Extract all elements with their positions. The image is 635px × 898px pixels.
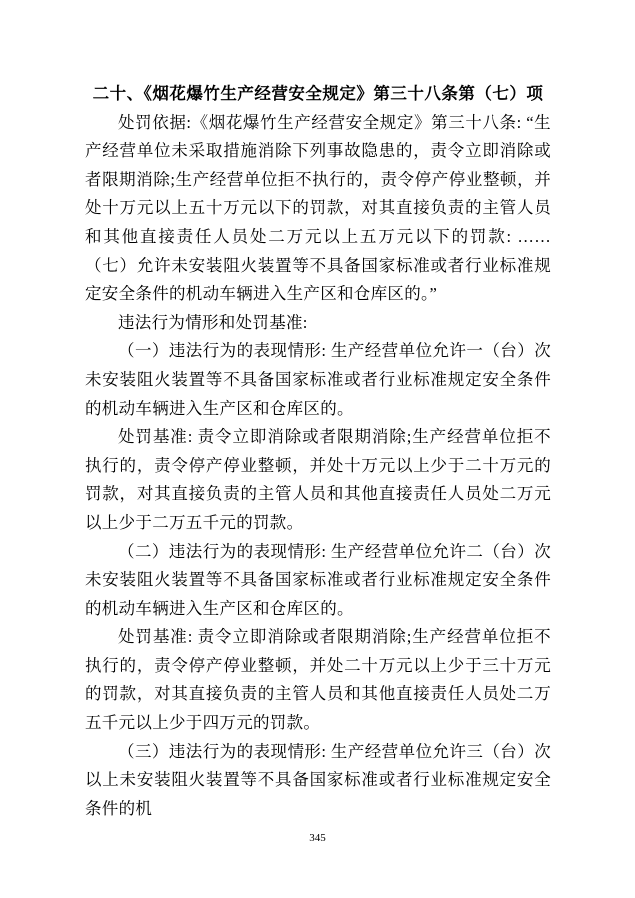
page-number: 345 [309,832,326,844]
paragraph: 处罚依据:《烟花爆竹生产经营安全规定》第三十八条: “生产经营单位未采取措施消除下列事故隐患的，责令立即消除或者限期消除;生产经营单位拒不执行的，责令停产停业整顿，并处十万元以上五十万元以下的罚款，对其直接负责的主管人员和其他直接责任人员处二万元以上五万元以下的罚款: ……（七）允许未安装阻火装置等不具备国家标准或者行业标准规定安全条件的机动车辆进入生产区和仓库区的。” [85,112,551,304]
paragraph: （二）违法行为的表现情形: 生产经营单位允许二（台）次未安装阻火装置等不具备国家标准或者行业标准规定安全条件的机动车辆进入生产区和仓库区的。 [85,541,551,618]
paragraph: （一）违法行为的表现情形: 生产经营单位允许一（台）次未安装阻火装置等不具备国家标准或者行业标准规定安全条件的机动车辆进入生产区和仓库区的。 [85,341,551,418]
document-title: 二十、《烟花爆竹生产经营安全规定》第三十八条第（七）项 [92,84,544,103]
document-content [85,80,551,823]
paragraph: （三）违法行为的表现情形: 生产经营单位允许三（台）次以上未安装阻火装置等不具备国家标准或者行业标准规定安全条件的机 [85,741,551,818]
paragraph: 违法行为情形和处罚基准: [118,312,308,332]
paragraph: 处罚基准: 责令立即消除或者限期消除;生产经营单位拒不执行的，责令停产停业整顿，并处十万元以上少于二十万元的罚款，对其直接负责的主管人员和其他直接责任人员处二万元以上少于二万五千元的罚款。 [85,427,551,532]
document-body [85,109,551,824]
paragraph: 处罚基准: 责令立即消除或者限期消除;生产经营单位拒不执行的，责令停产停业整顿，并处二十万元以上少于三十万元的罚款，对其直接负责的主管人员和其他直接责任人员处二万五千元以上少于四万元的罚款。 [85,627,551,733]
